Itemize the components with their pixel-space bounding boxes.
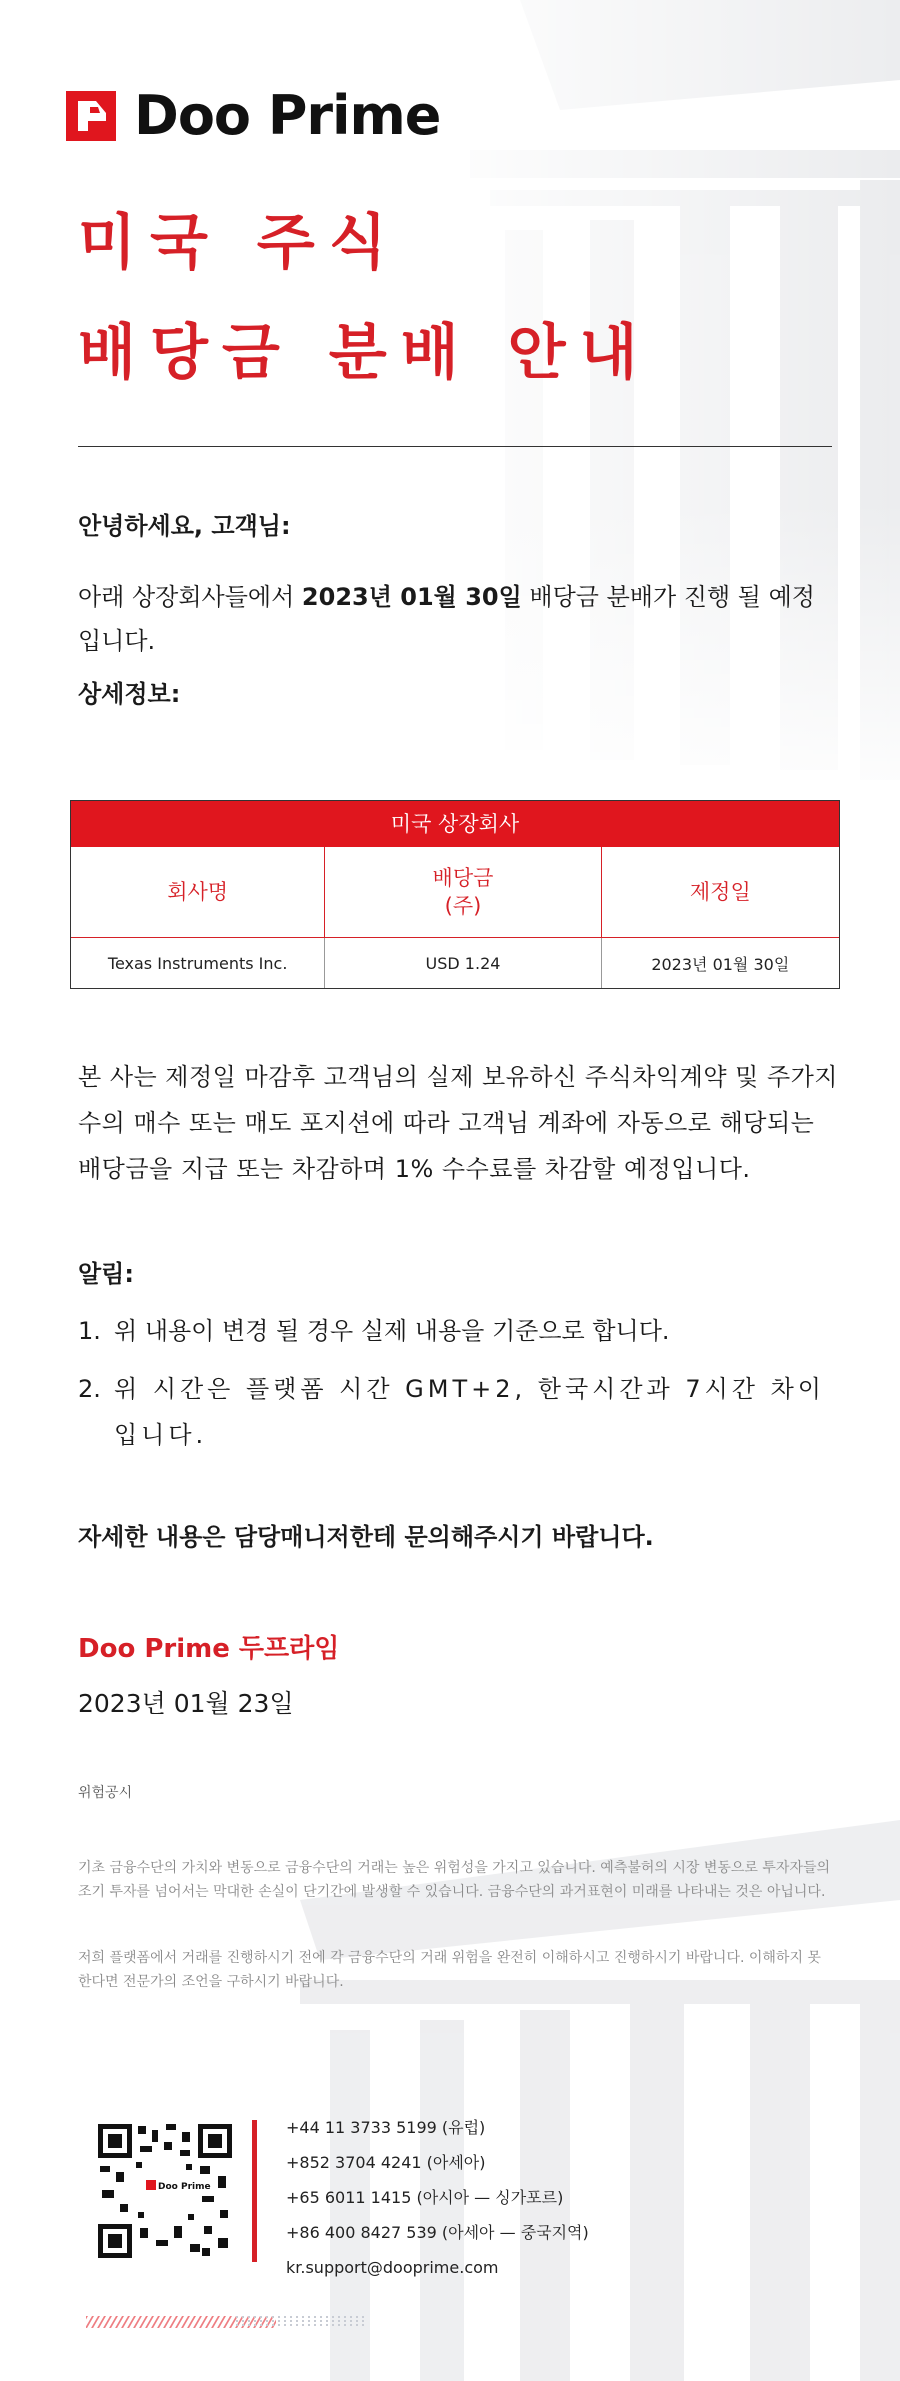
intro-suffix: 배당금 분배가 진행 될 예정입니다. [78,583,815,655]
notice-heading: 알림: [78,1260,134,1288]
contact-list [286,2110,589,2285]
notice-item [78,1308,838,1354]
notice-item-text: 위 시간은 플랫폼 시간 GMT+2, 한국시간과 7시간 차이 [114,1375,825,1403]
doo-prime-logo-icon [66,91,116,141]
cell-dividend: USD 1.24 [325,938,601,988]
qr-accent-bar [252,2120,257,2262]
table-caption: 미국 상장회사 [71,801,839,847]
cell-company: Texas Instruments Inc. [71,938,325,988]
header-ex-date: 제정일 [602,847,839,938]
contact-phone-asia[interactable]: +852 3704 4241 (아세아) [286,2153,486,2172]
intro-prefix: 아래 상장회사들에서 [78,583,302,611]
contact-phone-europe[interactable]: +44 11 3733 5199 (유럽) [286,2118,486,2137]
divider [78,446,832,447]
qr-logo-text: Doo Prime [158,2182,211,2192]
notice-item [78,1366,838,1458]
signature-name: Doo Prime 두프라임 [78,1634,340,1664]
header-company: 회사명 [71,847,325,938]
risk-paragraph-1: 기초 금융수단의 가치와 변동으로 금융수단의 거래는 높은 위험성을 가지고 있습니다. 예측불허의 시장 변동으로 투자자들의 조기 투자를 넘어서는 막대한 손실이 단기간에 발생할 수 있습니다. 금융수단의 과거표현이 미래를 나타내는 것은 아닙니다. [78,1860,831,1900]
greeting: 안녕하세요, 고객님: [78,512,291,540]
contact-phone-china[interactable]: +86 400 8427 539 (아세아 — 중국지역) [286,2223,589,2242]
details-heading: 상세정보: [78,680,181,708]
body-paragraph: 본 사는 제정일 마감후 고객님의 실제 보유하신 주식차익계약 및 주가지수의 매수 또는 매도 포지션에 따라 고객님 계좌에 자동으로 해당되는 배당금을 지급 또는 차감하며 1% 수수료를 차감할 예정입니다. [78,1063,838,1183]
contact-email[interactable]: kr.support@dooprime.com [286,2258,499,2277]
table-row [71,938,839,988]
table-header-row [71,847,839,938]
title-line-2: 배당금 분배 안내 [78,318,652,388]
header-dividend-line2: (주) [444,894,482,918]
intro-paragraph [78,575,838,663]
dividend-table [70,800,840,989]
signature-date: 2023년 01월 23일 [78,1689,294,1718]
risk-paragraph-2: 저희 플랫폼에서 거래를 진행하시기 전에 각 금융수단의 거래 위험을 완전히 이해하시고 진행하시기 바랍니다. 이해하지 못한다면 전문가의 조언을 구하시기 바랍니다. [78,1950,821,1990]
notice-item-text: 위 내용이 변경 될 경우 실제 내용을 기준으로 합니다. [114,1317,670,1345]
brand-logo [66,84,440,147]
qr-code[interactable] [94,2120,236,2262]
decorative-stripe [86,2316,366,2328]
cell-ex-date: 2023년 01월 30일 [651,954,790,974]
risk-heading: 위험공시 [78,1785,133,1801]
brand-name: Doo Prime [134,84,441,147]
contact-phone-singapore[interactable]: +65 6011 1415 (아시아 — 싱가포르) [286,2188,564,2207]
notice-item-continuation: 입니다. [114,1421,208,1449]
header-dividend-line1: 배당금 [432,866,494,890]
title-line-1: 미국 주식 [78,208,401,278]
intro-date: 2023년 01월 30일 [301,583,522,611]
notice-item-number: 2. [78,1375,101,1403]
notice-item-number: 1. [78,1317,101,1345]
contact-line: 자세한 내용은 담당매니저한테 문의해주시기 바랍니다. [78,1523,654,1551]
header-dividend [325,847,601,938]
